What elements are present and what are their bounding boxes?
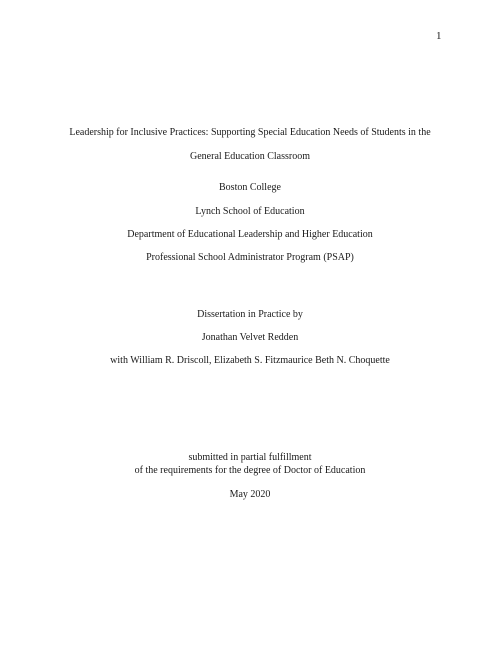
- collaborators: with William R. Driscoll, Elizabeth S. Fitzmaurice Beth N. Choquette: [110, 355, 390, 366]
- page-number: 1: [436, 30, 442, 42]
- submission-date: May 2020: [229, 489, 271, 500]
- submission-line-1: submitted in partial fulfillment: [188, 452, 312, 463]
- department-name: Department of Educational Leadership and Higher Education: [127, 229, 373, 240]
- program-name: Professional School Administrator Program (PSAP): [146, 252, 354, 263]
- school-name: Lynch School of Education: [195, 206, 305, 217]
- dissertation-label: Dissertation in Practice by: [197, 309, 303, 320]
- submission-line-2: of the requirements for the degree of Doctor of Education: [134, 465, 366, 476]
- author-name: Jonathan Velvet Redden: [201, 332, 299, 343]
- title-line-2: General Education Classroom: [190, 151, 310, 162]
- title-line-1: Leadership for Inclusive Practices: Supporting Special Education Needs of Students in the: [69, 127, 431, 138]
- college-name: Boston College: [219, 182, 281, 193]
